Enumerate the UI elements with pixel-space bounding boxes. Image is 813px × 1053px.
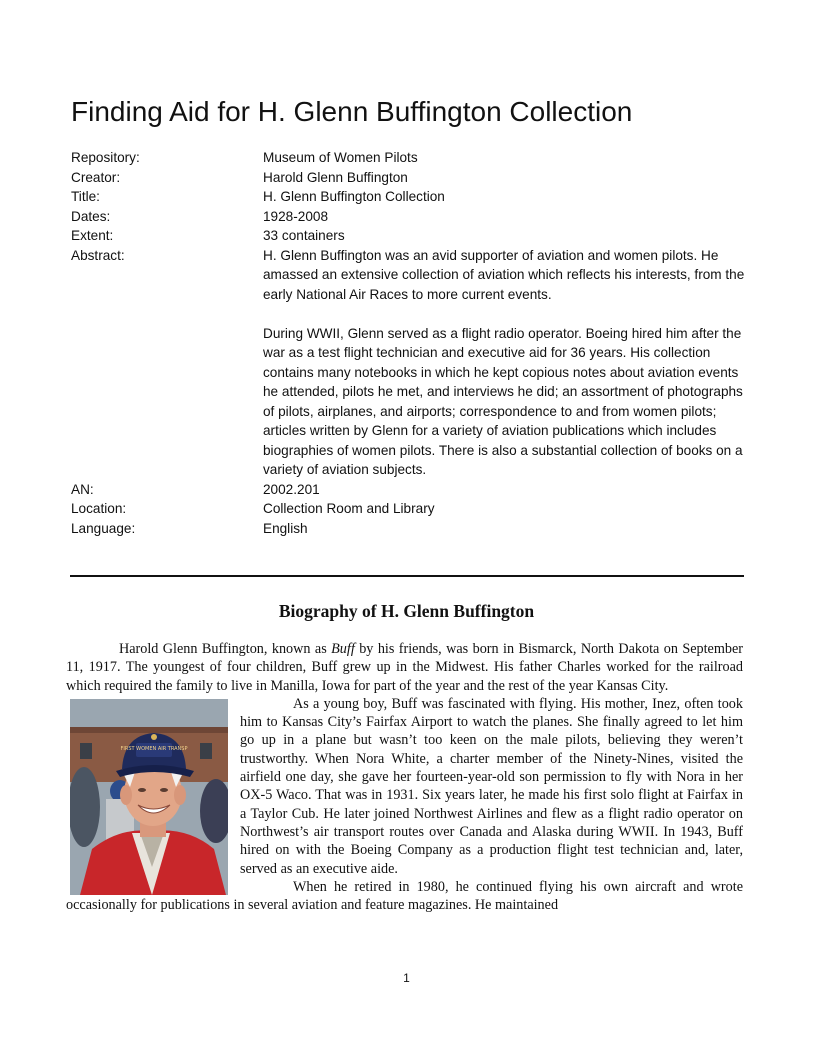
meta-row-language (71, 519, 751, 539)
meta-row-extent (71, 226, 751, 246)
biography-paragraph: As a young boy, Buff was fascinated with flying. His mother, Inez, often took him to Kansas City’s Fairfax Airport to watch the planes. She finally agreed to let him go up in a plane but wasn’t too keen on the male pilots, believing they weren’t trustworthy. When Nora White, a charter member of the Ninety-Nines, visited the airfield one day, she gave her fourteen-year-old son permission to fly with Nora in her OX-5 Waco. That was in 1931. Six years later, he made his first solo flight at Fairfax in a Taylor Cub. He later joined Northwest Airlines and flew as a flight radio operator on Northwest’s air transport routes over Canada and Alaska during WWII. In 1943, Buff hired on with the Boeing Company as a production flight test technician and, later, served as an executive aide. (240, 695, 743, 877)
meta-value: English (263, 520, 308, 536)
meta-label: Language: (71, 520, 136, 536)
meta-label: Abstract: (71, 247, 125, 263)
abstract-paragraph: H. Glenn Buffington was an avid supporter of aviation and women pilots. He amassed an extensive collection of aviation which reflects his interests, from the early National Air Races to more current events. (263, 247, 745, 302)
meta-label: Location: (71, 501, 127, 516)
biography-heading: Biography of H. Glenn Buffington (278, 601, 535, 621)
meta-value: Harold Glenn Buffington (263, 169, 408, 185)
meta-label: Extent: (71, 228, 114, 243)
meta-row-abstract (71, 246, 751, 480)
page-number: 1 (403, 971, 410, 985)
abstract-text (263, 246, 751, 480)
biography-paragraph: Harold Glenn Buffington, known as Buff by his friends, was born in Bismarck, North Dakota on September 11, 1917. The youngest of four children, Buff grew up in the Midwest. His father Charles worked for the railroad which required the family to live in Manilla, Iowa for part of the year and the rest of the year Kansas City. (66, 641, 743, 694)
meta-row-dates (71, 207, 751, 227)
cap-text: FIRST WOMEN AIR TRANSP (120, 745, 188, 752)
meta-label: AN: (71, 481, 94, 497)
meta-value: 2002.201 (263, 481, 320, 497)
meta-value: Museum of Women Pilots (263, 150, 418, 165)
meta-row-creator (71, 168, 751, 188)
meta-value: 33 containers (263, 228, 345, 243)
page-title: Finding Aid for H. Glenn Buffington Collection (71, 96, 633, 127)
meta-row-repository (71, 148, 751, 168)
meta-label: Repository: (71, 150, 140, 165)
meta-value: Collection Room and Library (263, 501, 435, 516)
meta-label: Title: (71, 189, 100, 204)
biography-body (66, 640, 743, 914)
nickname: Buff (331, 641, 355, 657)
meta-value: 1928-2008 (263, 208, 329, 224)
meta-row-an (71, 480, 751, 500)
abstract-paragraph: During WWII, Glenn served as a flight radio operator. Boeing hired him after the war as a test flight technician and executive aid for 36 years. His collection contains many notebooks in which he kept copious notes about aviation events he attended, pilots he met, and interviews he did; an assortment of photographs of pilots, airplanes, and airports; correspondence to and from women pilots; articles written by Glenn for a variety of aviation publications which includes biographies of women pilots. There is also a substantial collection of books on a variety of aviation subjects. (263, 325, 743, 477)
meta-label: Dates: (71, 208, 111, 224)
meta-row-title (71, 187, 751, 207)
collection-metadata (71, 148, 751, 538)
portrait-photo (70, 699, 228, 895)
meta-label: Creator: (71, 169, 121, 185)
meta-row-location (71, 499, 751, 519)
section-divider (70, 575, 744, 577)
biography-paragraph: When he retired in 1980, he continued flying his own aircraft and wrote occasionally for publications in several aviation and feature magazines. He maintained (66, 878, 743, 914)
meta-value: H. Glenn Buffington Collection (263, 189, 445, 204)
